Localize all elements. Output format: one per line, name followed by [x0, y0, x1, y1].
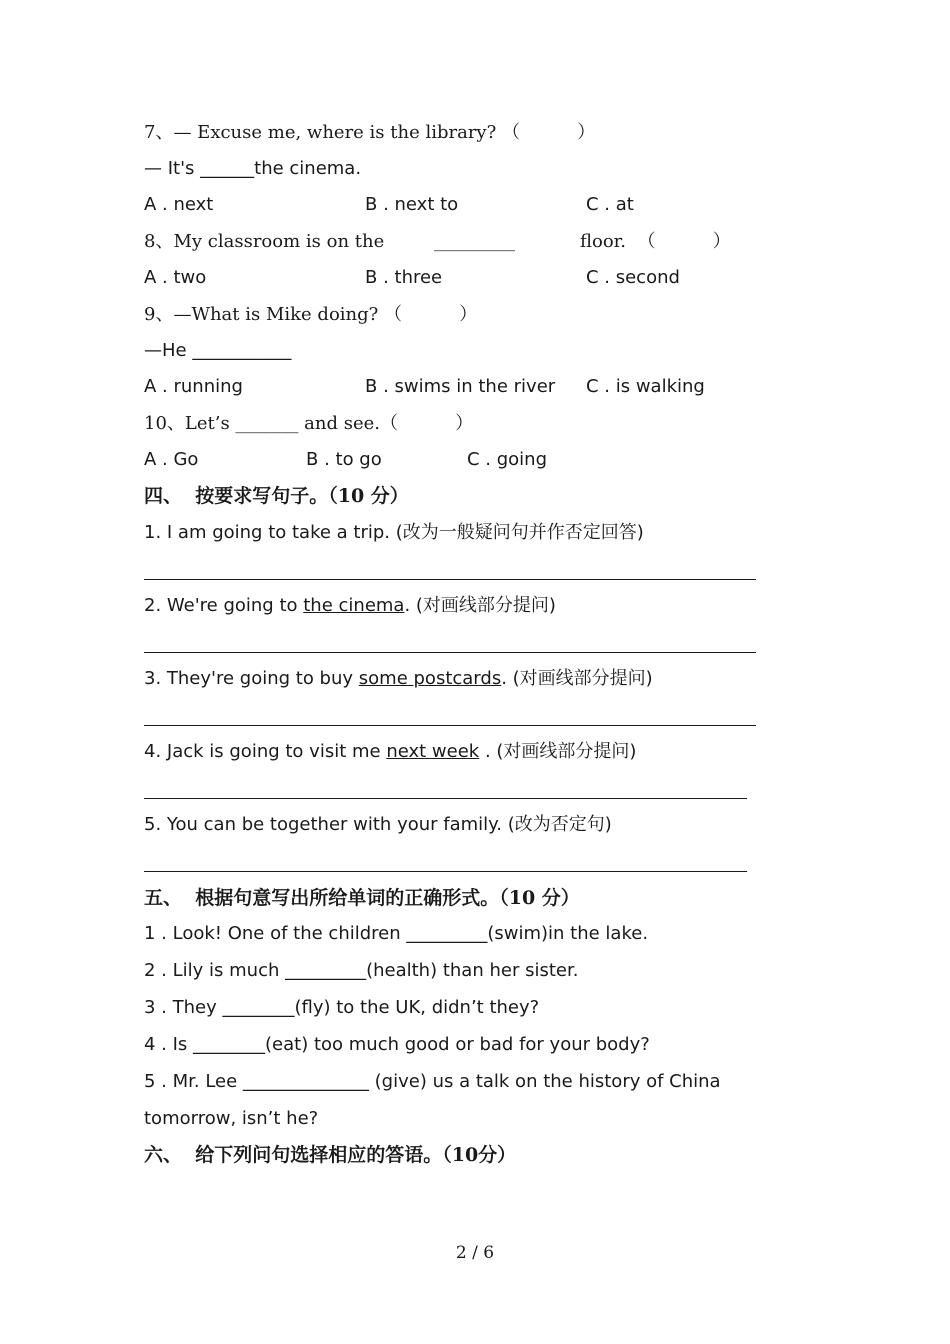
q10-option-a: A . Go	[144, 449, 199, 470]
q9-question: 9、—What is Mike doing? （ ）	[144, 304, 478, 325]
section6-title: 六、 给下列问句选择相应的答语。（10分）	[144, 1144, 517, 1166]
q10-question: 10、Let’s _______ and see.（ ）	[144, 413, 474, 434]
q8-question-end: floor. （ ）	[580, 231, 731, 252]
q9-option-c: C . is walking	[586, 376, 705, 397]
q8-question-start: 8、My classroom is on the	[144, 231, 385, 252]
q7-answer-line: — It's ______the cinema.	[144, 158, 362, 179]
section5-title: 五、 根据句意写出所给单词的正确形式。（10 分）	[144, 887, 580, 909]
section4-item-2: 2. We're going to the cinema. (对画线部分提问)	[144, 595, 556, 616]
underlined-phrase: some postcards	[358, 668, 502, 689]
answer-line-3	[144, 725, 756, 726]
section5-item-3: 3 . They ________(fly) to the UK, didn’t they?	[144, 997, 540, 1018]
answer-line-5	[144, 871, 747, 872]
q10-option-c: C . going	[467, 449, 548, 470]
q10-option-b: B . to go	[306, 449, 382, 470]
section4-item-4: 4. Jack is going to visit me next week . (对画线部分提问)	[144, 741, 637, 762]
q7-option-b: B . next to	[365, 194, 459, 215]
q8-option-b: B . three	[365, 267, 443, 288]
section5-item-2: 2 . Lily is much _________(health) than her sister.	[144, 960, 579, 981]
q7-option-c: C . at	[586, 194, 634, 215]
section4-title: 四、 按要求写句子。（10 分）	[144, 485, 409, 507]
section5-item-5-continued: tomorrow, isn’t he?	[144, 1108, 319, 1129]
q9-option-b: B . swims in the river	[365, 376, 556, 397]
section5-item-1: 1 . Look! One of the children _________(swim)in the lake.	[144, 923, 649, 944]
q8-option-a: A . two	[144, 267, 207, 288]
answer-line-1	[144, 579, 756, 580]
section5-item-5: 5 . Mr. Lee ______________ (give) us a talk on the history of China	[144, 1071, 721, 1092]
section4-item-1: 1. I am going to take a trip. (改为一般疑问句并作否定回答)	[144, 522, 644, 543]
underlined-phrase: the cinema	[303, 595, 405, 616]
answer-line-4	[144, 798, 747, 799]
page-number: 2 / 6	[455, 1243, 495, 1263]
answer-line-2	[144, 652, 756, 653]
q8-blank: _________	[434, 231, 515, 252]
q9-answer-line: —He ___________	[144, 340, 292, 361]
q7-question: 7、— Excuse me, where is the library? （ ）	[144, 122, 596, 143]
q9-option-a: A . running	[144, 376, 243, 397]
section4-item-3: 3. They're going to buy some postcards. (对画线部分提问)	[144, 668, 653, 689]
section5-item-4: 4 . Is ________(eat) too much good or bad for your body?	[144, 1034, 650, 1055]
q7-option-a: A . next	[144, 194, 214, 215]
underlined-phrase: next week	[386, 741, 480, 762]
q8-option-c: C . second	[586, 267, 680, 288]
section4-item-5: 5. You can be together with your family. (改为否定句)	[144, 814, 612, 835]
